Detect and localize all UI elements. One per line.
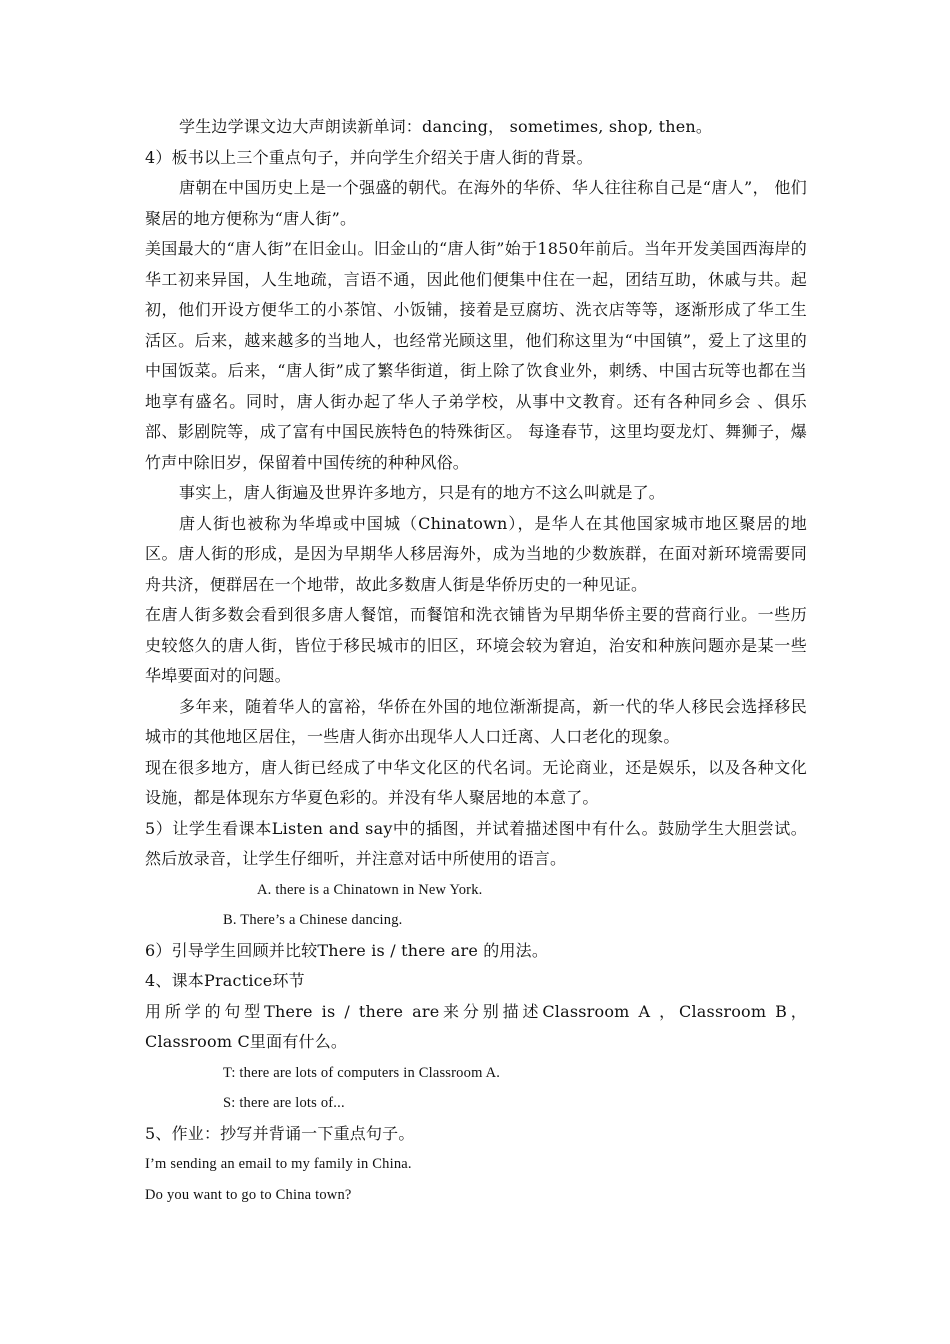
step-6-there-is-there-are: 6）引导学生回顾并比较There is / there are 的用法。 bbox=[145, 940, 549, 960]
practice-instruction: 用所学的句型There is / there are来分别描述Classroom A ，Classroom B，Classroom C里面有什么。 bbox=[145, 1001, 807, 1051]
step-4-heading: 4）板书以上三个重点句子，并向学生介绍关于唐人街的背景。 bbox=[145, 147, 593, 167]
example-sentence-b: B. There’s a Chinese dancing. bbox=[223, 912, 403, 928]
paragraph-new-words: 学生边学课文边大声朗读新单词：dancing， sometimes, shop, then。 bbox=[179, 117, 713, 136]
paragraph-cultural-district: 现在很多地方，唐人街已经成了中华文化区的代名词。无论商业，还是娱乐，以及各种文化设施，都是体现东方华夏色彩的。并没有华人聚居地的本意了。 bbox=[145, 757, 807, 807]
paragraph-chinatown-worldwide: 事实上，唐人街遍及世界许多地方，只是有的地方不这么叫就是了。 bbox=[179, 483, 666, 502]
section-4-practice: 4、课本Practice环节 bbox=[145, 971, 305, 990]
paragraph-new-generation: 多年来，随着华人的富裕，华侨在外国的地位渐渐提高，新一代的华人移民会选择移民城市的其他地区居住，一些唐人街亦出现华人人口迁离、人口老化的现象。 bbox=[145, 696, 807, 746]
document-body bbox=[145, 112, 807, 1210]
paragraph-restaurants-laundries: 在唐人街多数会看到很多唐人餐馆，而餐馆和洗衣铺皆为早期华侨主要的营商行业。一些历史较悠久的唐人街，皆位于移民城市的旧区，环境会较为窘迫，治安和种族问题亦是某一些华埠要面对的问题。 bbox=[145, 605, 807, 685]
section-5-homework: 5、作业：抄写并背诵一下重点句子。 bbox=[145, 1123, 415, 1143]
dialogue-student-line: S: there are lots of... bbox=[223, 1095, 345, 1111]
example-sentence-a: A. there is a Chinatown in New York. bbox=[257, 881, 483, 898]
key-sentence-2: Do you want to go to China town? bbox=[145, 1186, 352, 1203]
step-5-listen-and-say: 5）让学生看课本Listen and say中的插图，并试着描述图中有什么。鼓励学生大胆尝试。然后放录音，让学生仔细听，并注意对话中所使用的语言。 bbox=[145, 818, 807, 868]
paragraph-tang-dynasty: 唐朝在中国历史上是一个强盛的朝代。在海外的华侨、华人往往称自己是“唐人”， 他们聚居的地方便称为“唐人街”。 bbox=[145, 178, 807, 228]
paragraph-chinatown-definition: 唐人街也被称为华埠或中国城（Chinatown），是华人在其他国家城市地区聚居的地区。唐人街的形成，是因为早期华人移居海外，成为当地的少数族群，在面对新环境需要同舟共济，便群居在一个地带，故此多数唐人街是华侨历史的一种见证。 bbox=[145, 513, 807, 594]
dialogue-teacher-line: T: there are lots of computers in Classroom A. bbox=[223, 1064, 501, 1081]
key-sentence-1: I’m sending an email to my family in China. bbox=[145, 1156, 412, 1172]
paragraph-san-francisco-chinatown: 美国最大的“唐人街”在旧金山。旧金山的“唐人街”始于1850年前后。当年开发美国西海岸的华工初来异国，人生地疏，言语不通，因此他们便集中住在一起，团结互助，休戚与共。起初，他们开设方便华工的小茶馆、小饭铺，接着是豆腐坊、洗衣店等等，逐渐形成了华工生活区。后来，越来越多的当地人，也经常光顾这里，他们称这里为“中国镇”，爱上了这里的中国饭菜。后来，“唐人街”成了繁华街道，街上除了饮食业外，刺绣、中国古玩等也都在当地享有盛名。同时，唐人街办起了华人子弟学校，从事中文教育。还有各种同乡会 、俱乐部、影剧院等，成了富有中国民族特色的特殊街区。 每逢春节，这里均耍龙灯、舞狮子，爆竹声中除旧岁，保留着中国传统的种种风俗。 bbox=[145, 239, 807, 472]
